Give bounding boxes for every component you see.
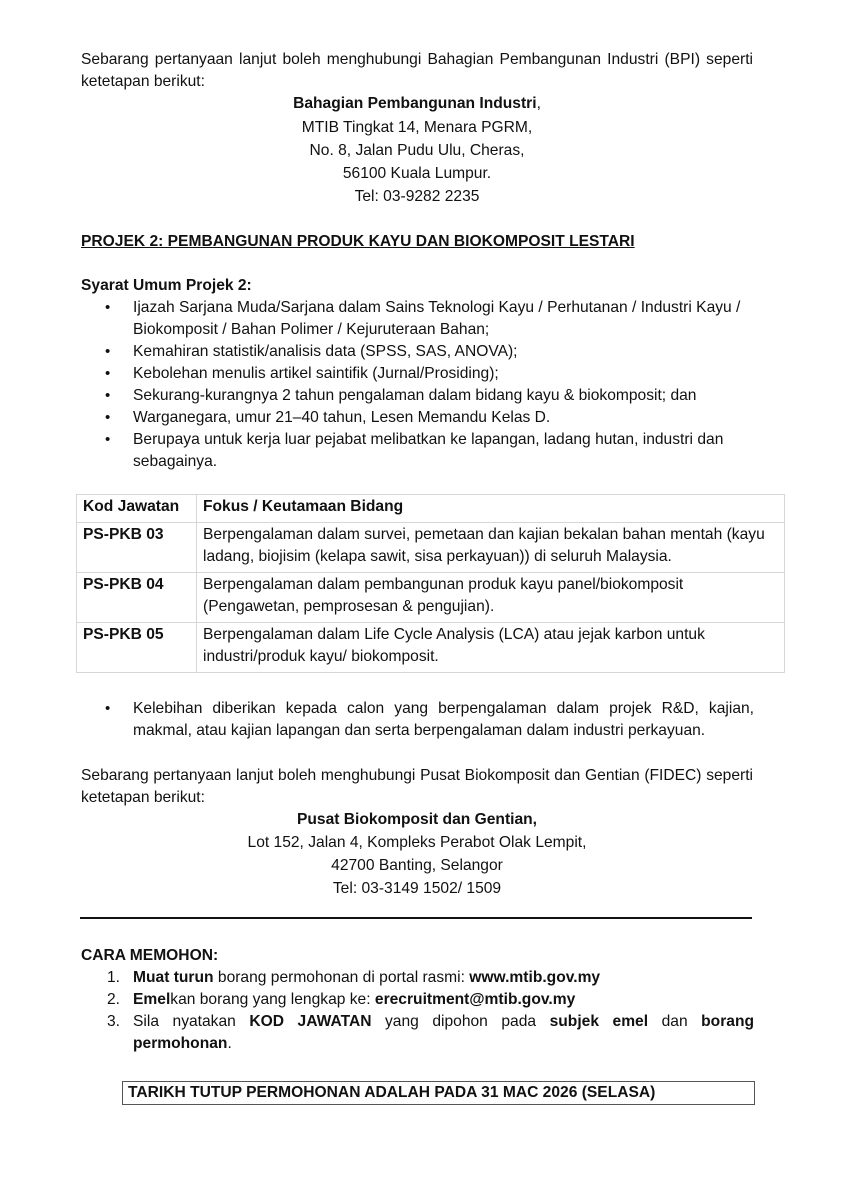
bpi-intro: Sebarang pertanyaan lanjut boleh menghubungi Bahagian Pembangunan Industri (BPI) seperti ketetapan berikut: xyxy=(81,51,753,90)
step-text: . xyxy=(227,1035,232,1052)
step-text: dan xyxy=(648,1013,702,1030)
fidec-intro: Sebarang pertanyaan lanjut boleh menghubungi Pusat Biokomposit dan Gentian (FIDEC) seperti ketetapan berikut: xyxy=(81,767,753,806)
step-emphasis: KOD JAWATAN xyxy=(249,1013,372,1030)
step-number: 1. xyxy=(107,969,121,986)
requirements-title: Syarat Umum Projek 2 xyxy=(81,277,247,294)
step-text: Sila nyatakan xyxy=(133,1013,250,1030)
bpi-address-1: MTIB Tingkat 14, Menara PGRM, xyxy=(301,119,533,136)
requirements-title-suffix: : xyxy=(246,277,252,294)
step-action: Emel xyxy=(133,991,171,1008)
header-kod-jawatan: Kod Jawatan xyxy=(77,495,197,523)
apply-step xyxy=(81,967,754,989)
project-heading: PROJEK 2: PEMBANGUNAN PRODUK KAYU DAN BIOKOMPOSIT LESTARI xyxy=(81,233,635,250)
requirement-item: • Sekurang-kurangnya 2 tahun pengalaman dalam bidang kayu & biokomposit; dan xyxy=(81,385,761,407)
apply-step xyxy=(81,1011,754,1055)
advantage-item: • Kelebihan diberikan kepada calon yang berpengalaman dalam projek R&D, kajian, makmal, atau kajian lapangan dan serta berpengalaman dalam industri perkayuan. xyxy=(81,698,754,742)
bpi-name-suffix: , xyxy=(536,95,541,112)
requirement-item: • Ijazah Sarjana Muda/Sarjana dalam Sains Teknologi Kayu / Perhutanan / Industri Kayu / Biokomposit / Bahan Polimer / Kejuruteraan Bahan; xyxy=(81,297,761,341)
step-emphasis: borang permohonan xyxy=(133,1013,754,1052)
apply-steps xyxy=(81,967,754,1055)
table-header-row xyxy=(77,495,785,523)
closing-date-notice: TARIKH TUTUP PERMOHONAN ADALAH PADA 31 MAC 2026 (SELASA) xyxy=(122,1081,755,1105)
position-code: PS-PKB 04 xyxy=(77,573,197,623)
fidec-name: Pusat Biokomposit dan Gentian, xyxy=(297,811,537,828)
bpi-address-3: 56100 Kuala Lumpur. xyxy=(342,165,492,182)
bpi-name-line xyxy=(81,93,753,115)
bpi-tel: Tel: 03-9282 2235 xyxy=(354,188,480,205)
portal-link[interactable]: www.mtib.gov.my xyxy=(469,969,601,986)
step-text: kan borang yang lengkap ke: xyxy=(170,991,375,1008)
position-table xyxy=(76,494,785,673)
fidec-address-1: Lot 152, Jalan 4, Kompleks Perabot Olak Lempit, xyxy=(247,834,587,851)
requirement-item: • Kebolehan menulis artikel saintifik (Jurnal/Prosiding); xyxy=(81,363,761,385)
table-row xyxy=(77,573,785,623)
apply-title: CARA MEMOHON: xyxy=(81,947,219,964)
bpi-name: Bahagian Pembangunan Industri xyxy=(293,95,537,112)
apply-step xyxy=(81,989,754,1011)
position-code: PS-PKB 05 xyxy=(77,623,197,673)
position-code: PS-PKB 03 xyxy=(77,523,197,573)
table-row xyxy=(77,523,785,573)
step-number: 2. xyxy=(107,991,121,1008)
fidec-tel: Tel: 03-3149 1502/ 1509 xyxy=(332,880,502,897)
bpi-address-2: No. 8, Jalan Pudu Ulu, Cheras, xyxy=(309,142,525,159)
advantage-list xyxy=(81,698,754,742)
table-row xyxy=(77,623,785,673)
header-fokus: Fokus / Keutamaan Bidang xyxy=(197,495,785,523)
email-link[interactable]: erecruitment@mtib.gov.my xyxy=(374,991,576,1008)
position-focus: Berpengalaman dalam survei, pemetaan dan kajian bekalan bahan mentah (kayu ladang, biojisim (kelapa sawit, sisa perkayuan)) di seluruh Malaysia. xyxy=(197,523,785,573)
step-text: yang dipohon pada xyxy=(371,1013,550,1030)
step-emphasis: subjek emel xyxy=(549,1013,649,1030)
step-text: borang permohonan di portal rasmi: xyxy=(213,969,470,986)
position-focus: Berpengalaman dalam pembangunan produk kayu panel/biokomposit (Pengawetan, pemprosesan & pengujian). xyxy=(197,573,785,623)
requirement-item: • Warganegara, umur 21–40 tahun, Lesen Memandu Kelas D. xyxy=(81,407,761,429)
requirement-item: • Kemahiran statistik/analisis data (SPSS, SAS, ANOVA); xyxy=(81,341,761,363)
step-number: 3. xyxy=(107,1013,121,1030)
requirement-item: • Berupaya untuk kerja luar pejabat melibatkan ke lapangan, ladang hutan, industri dan sebagainya. xyxy=(81,429,761,473)
requirements-title-line xyxy=(81,275,252,297)
step-action: Muat turun xyxy=(133,969,214,986)
fidec-address-2: 42700 Banting, Selangor xyxy=(331,857,503,874)
requirements-list xyxy=(81,297,761,473)
position-focus: Berpengalaman dalam Life Cycle Analysis (LCA) atau jejak karbon untuk industri/produk kayu/ biokomposit. xyxy=(197,623,785,673)
section-divider xyxy=(80,917,752,919)
